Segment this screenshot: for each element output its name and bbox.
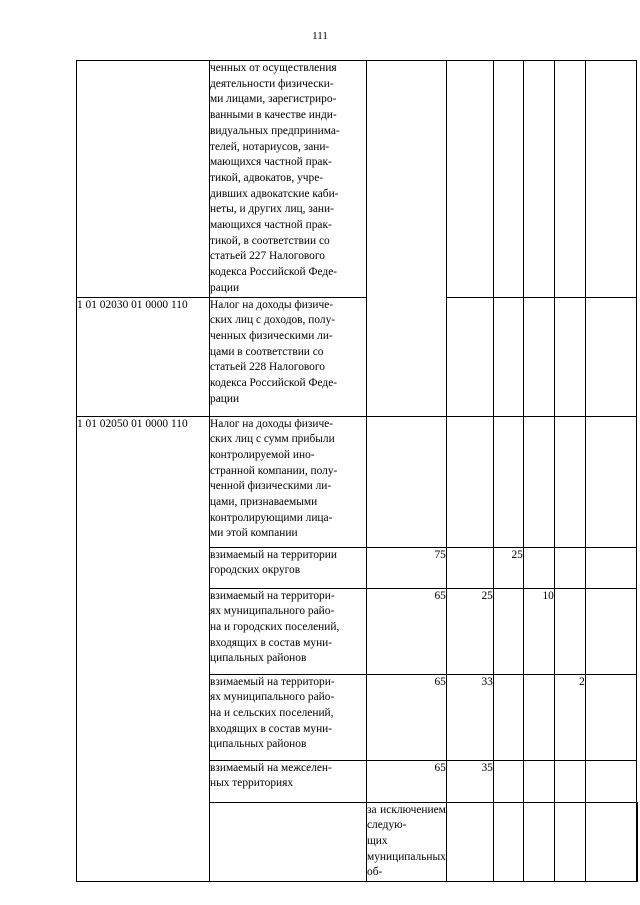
revenue-name-cell (210, 416, 367, 547)
rate-cell: 75 (367, 547, 447, 588)
name-line: мающихся частной прак- (210, 156, 332, 169)
rate-cell (523, 416, 554, 547)
table-row (77, 416, 638, 547)
name-line: ванными в качестве инди- (210, 109, 337, 122)
rate-cell (446, 802, 493, 882)
name-line: Налог на доходы физиче- (210, 417, 334, 430)
name-line: взимаемый на территори- (210, 675, 335, 688)
name-line: ципальных районов (210, 652, 307, 665)
name-line: кодекса Российской Феде- (210, 377, 338, 390)
rate-cell (367, 416, 447, 547)
revenue-distribution-table (76, 60, 638, 882)
name-line: ми лицами, зарегистриро- (210, 93, 337, 106)
rate-cell (554, 760, 585, 802)
rate-cell (636, 802, 637, 882)
name-line: ях муниципального райо- (210, 691, 335, 704)
name-line: Налог на доходы физиче- (210, 298, 334, 311)
name-line: тикой, в соответствии со (210, 234, 330, 247)
revenue-name-cell (210, 61, 367, 298)
name-line: ных территориях (210, 777, 294, 790)
name-line: на и городских поселений, (210, 620, 340, 633)
kbk-code-cell: 1 01 02030 01 0000 110 (77, 297, 210, 416)
name-line: статьей 228 Налогового (210, 361, 325, 374)
revenue-name-cell (210, 297, 367, 416)
rate-cell (493, 297, 523, 416)
name-line: на и сельских поселений, (210, 706, 334, 719)
name-line: за исключением следую- (367, 803, 446, 832)
name-line: входящих в состав муни- (210, 722, 333, 735)
name-line: рации (210, 392, 240, 405)
rate-cell (446, 61, 493, 298)
name-line: взимаемый на территори- (210, 589, 335, 602)
rate-cell (523, 802, 554, 882)
rate-cell (523, 547, 554, 588)
rate-cell (493, 674, 523, 760)
table-row (77, 61, 638, 298)
rate-cell (493, 760, 523, 802)
rate-cell (523, 297, 554, 416)
name-line: статьей 227 Налогового (210, 250, 325, 263)
rate-cell (523, 760, 554, 802)
name-line: тикой, адвокатов, учре- (210, 171, 324, 184)
name-line: контролируемой ино- (210, 448, 315, 461)
name-line: ми этой компании (210, 527, 298, 540)
revenue-name-cell (210, 547, 367, 588)
rate-cell (554, 547, 585, 588)
name-line: цами в соответствии со (210, 345, 324, 358)
rate-cell (367, 61, 447, 417)
rate-cell: 65 (367, 588, 447, 674)
name-line: ских лиц с сумм прибыли (210, 433, 335, 446)
rate-cell: 65 (367, 674, 447, 760)
name-line: странной компании, полу- (210, 464, 338, 477)
name-line: неты, и других лиц, зани- (210, 203, 334, 216)
rate-cell: 25 (493, 547, 523, 588)
kbk-code-cell (77, 61, 210, 298)
rate-cell (493, 61, 523, 298)
name-line: ях муниципального райо- (210, 605, 335, 618)
rate-cell (446, 547, 493, 588)
name-line: входящих в состав муни- (210, 636, 333, 649)
rate-cell (585, 588, 636, 674)
revenue-name-cell (210, 760, 367, 802)
rate-cell (585, 674, 636, 760)
rate-cell (554, 61, 585, 298)
name-line: контролирующими лица- (210, 511, 333, 524)
rate-cell: 10 (523, 588, 554, 674)
revenue-name-cell (210, 674, 367, 760)
rate-cell (554, 802, 585, 882)
name-line: ципальных районов (210, 738, 307, 751)
rate-cell (585, 802, 636, 882)
kbk-code-cell (210, 802, 367, 882)
name-line: ских лиц с доходов, полу- (210, 314, 336, 327)
name-line: взимаемый на территории (210, 548, 337, 561)
table-row (77, 297, 638, 416)
rate-cell (585, 61, 636, 298)
name-line: взимаемый на межселен- (210, 761, 332, 774)
rate-cell: 2 (554, 674, 585, 760)
name-line: дивших адвокатские каби- (210, 187, 339, 200)
name-line: деятельности физически- (210, 77, 334, 90)
revenue-name-cell (367, 802, 447, 882)
rate-cell (493, 802, 523, 882)
rate-cell (446, 416, 493, 547)
name-line: телей, нотариусов, зани- (210, 140, 330, 153)
rate-cell (585, 297, 636, 416)
rate-cell (493, 416, 523, 547)
name-line: видуальных предпринима- (210, 124, 340, 137)
name-line: мающихся частной прак- (210, 219, 332, 232)
name-line: ченной физическими ли- (210, 480, 332, 493)
kbk-code-cell: 1 01 02050 01 0000 110 (77, 416, 210, 882)
name-line: городских округов (210, 564, 301, 577)
rate-cell: 65 (367, 760, 447, 802)
page-number: 111 (312, 30, 328, 42)
rate-cell (493, 588, 523, 674)
rate-cell (585, 760, 636, 802)
rate-cell: 33 (446, 674, 493, 760)
name-line: ченных от осуществления (210, 62, 337, 74)
name-line: щих муниципальных об- (367, 834, 446, 879)
revenue-name-cell (210, 588, 367, 674)
rate-cell: 35 (446, 760, 493, 802)
name-line: ченных физическими ли- (210, 329, 333, 342)
rate-cell (446, 297, 493, 416)
rate-cell (554, 416, 585, 547)
rate-cell (523, 61, 554, 298)
rate-cell: 25 (446, 588, 493, 674)
rate-cell (554, 588, 585, 674)
rate-cell (554, 297, 585, 416)
name-line: рации (210, 281, 240, 294)
name-line: кодекса Российской Феде- (210, 266, 338, 279)
rate-cell (585, 547, 636, 588)
rate-cell (585, 416, 636, 547)
rate-cell (523, 674, 554, 760)
name-line: цами, признаваемыми (210, 496, 318, 509)
